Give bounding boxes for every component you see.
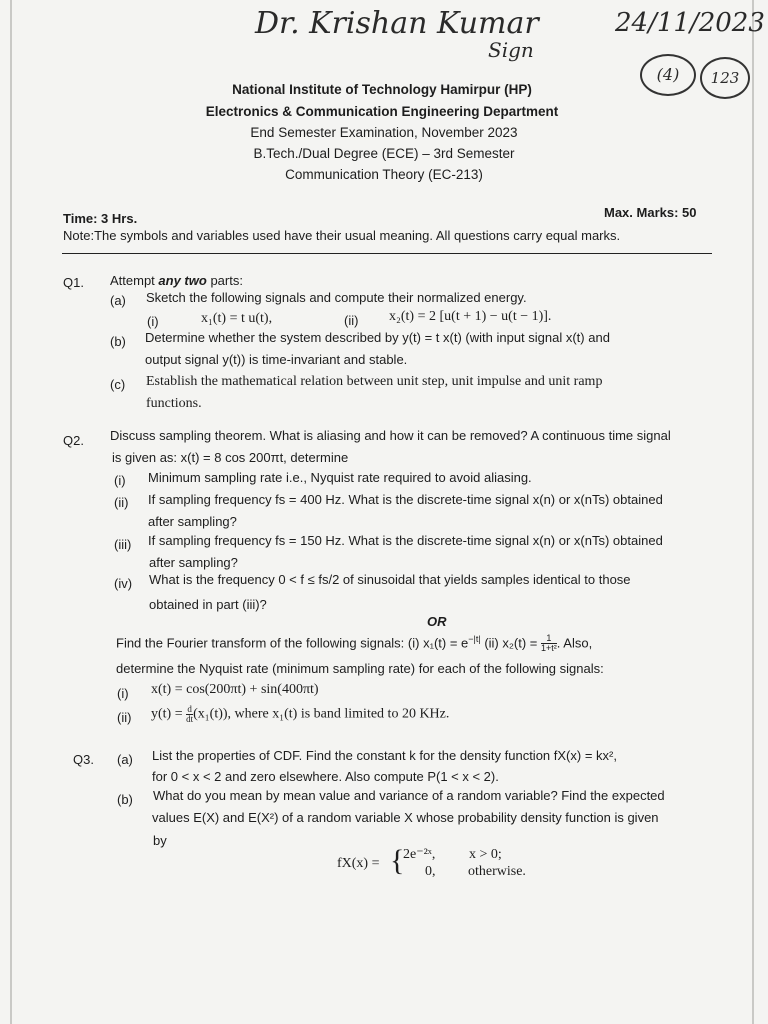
q1-number: Q1. — [63, 275, 84, 290]
exam-note: Note:The symbols and variables used have their usual meaning. All questions carry equal marks. — [63, 228, 621, 243]
q2-number: Q2. — [63, 433, 84, 448]
program-name: B.Tech./Dual Degree (ECE) – 3rd Semester — [253, 146, 515, 161]
q1a-ii-expr: x₂(t) = 2 [u(t + 1) − u(t − 1)]. — [389, 309, 552, 324]
q1b-line1: Determine whether the system described by y(t) = t x(t) (with input signal x(t) and — [145, 330, 610, 345]
q2-alt-ii-rhs: (x₁(t)), where x₁(t) is band limited to 20 KHz. — [193, 706, 450, 722]
q2-alt-ii-text: (ii) x₂(t) = — [480, 635, 542, 651]
pdf-lhs: fX(x) = — [337, 856, 380, 871]
q1a-i-expr: x₁(t) = t u(t), — [201, 311, 273, 326]
q2-alt-ii-lhs: y(t) = — [151, 706, 187, 722]
q1b-label: (b) — [110, 334, 126, 349]
q1a-text: Sketch the following signals and compute their normalized energy. — [146, 290, 527, 305]
q1-intro — [110, 273, 243, 288]
q2-line1: Discuss sampling theorem. What is aliasing and how it can be removed? A continuous time signal — [110, 428, 671, 443]
q1-intro-emphasis: any two — [158, 273, 207, 288]
q2-alt-ii-label: (ii) — [117, 710, 132, 725]
exam-name: End Semester Examination, November 2023 — [250, 125, 518, 140]
q2-or: OR — [427, 614, 447, 629]
q2-alt-frac-den: 1+t² — [541, 643, 557, 654]
q1-intro-text: Attempt — [110, 273, 159, 288]
q3b-line3: by — [153, 833, 167, 848]
q1a-ii-label: (ii) — [344, 313, 359, 328]
q1a-i-label: (i) — [147, 314, 159, 329]
q2-iii-label: (iii) — [114, 537, 132, 552]
q2-i-label: (i) — [114, 473, 126, 488]
pdf-brace: { — [390, 844, 405, 877]
q2-alt-ii-expr — [151, 705, 449, 724]
handwritten-signature: Sign — [488, 38, 534, 62]
q2-iii-line1: If sampling frequency fs = 150 Hz. What is the discrete-time signal x(n) or x(nTs) obtained — [148, 533, 663, 548]
q3a-line2: for 0 < x < 2 and zero elsewhere. Also compute P(1 < x < 2). — [152, 769, 499, 784]
institute-name: National Institute of Technology Hamirpur (HP) — [232, 82, 532, 97]
pdf-case2-value: 0, — [425, 864, 436, 879]
q2-line2: is given as: x(t) = 8 cos 200πt, determine — [112, 450, 349, 465]
handwritten-name: Dr. Krishan Kumar — [255, 6, 539, 41]
q2-alt-ii-frac-den: dt — [186, 714, 194, 724]
q2-alt-i-label: (i) — [117, 686, 129, 701]
q2-ii-line1: If sampling frequency fs = 400 Hz. What is the discrete-time signal x(n) or x(nTs) obtained — [148, 492, 663, 507]
q1-intro-tail: parts: — [206, 273, 243, 288]
q1c-line1: Establish the mathematical relation between unit step, unit impulse and unit ramp — [146, 374, 603, 389]
header-rule — [62, 253, 712, 254]
q1a-label: (a) — [110, 293, 126, 308]
q3b-line2: values E(X) and E(X²) of a random variable X whose probability density function is given — [152, 810, 659, 825]
q1b-line2: output signal y(t)) is time-invariant and stable. — [145, 352, 408, 367]
q2-iv-label: (iv) — [114, 576, 133, 591]
pdf-case1-value: 2e⁻²ˣ, — [403, 847, 436, 862]
pdf-case2-condition: otherwise. — [468, 864, 526, 879]
q3a-label: (a) — [117, 752, 133, 767]
q2-i-text: Minimum sampling rate i.e., Nyquist rate required to avoid aliasing. — [148, 470, 532, 485]
pdf-case1-condition: x > 0; — [469, 847, 502, 862]
q1c-label: (c) — [110, 377, 126, 392]
exam-time: Time: 3 Hrs. — [63, 211, 138, 226]
q2-iv-line2: obtained in part (iii)? — [149, 597, 267, 612]
circled-mark-2: 123 — [700, 57, 750, 99]
q3b-line1: What do you mean by mean value and variance of a random variable? Find the expected — [153, 788, 665, 803]
q3a-line1: List the properties of CDF. Find the constant k for the density function fX(x) = kx², — [152, 748, 617, 763]
q2-alt-line1 — [116, 634, 592, 653]
q2-alt-exponent: −|t| — [468, 634, 481, 644]
q2-alt-ii-frac-num: d — [187, 704, 192, 714]
course-name: Communication Theory (EC-213) — [285, 167, 483, 182]
q2-alt-i-expr: x(t) = cos(200πt) + sin(400πt) — [151, 682, 319, 697]
q2-alt-also: . Also, — [556, 635, 593, 651]
q2-alt-line2: determine the Nyquist rate (minimum sampling rate) for each of the following signals: — [116, 661, 604, 676]
handwritten-date: 24/11/2023 — [615, 8, 765, 38]
max-marks: Max. Marks: 50 — [604, 205, 697, 220]
department-name: Electronics & Communication Engineering Department — [205, 104, 559, 119]
q3b-label: (b) — [117, 792, 133, 807]
q2-alt-frac-num: 1 — [541, 634, 557, 644]
q2-alt-fraction — [541, 634, 557, 653]
q2-iii-line2: after sampling? — [149, 555, 238, 570]
q3-number: Q3. — [73, 752, 94, 767]
q2-iv-line1: What is the frequency 0 < f ≤ fs/2 of sinusoidal that yields samples identical to those — [149, 572, 631, 587]
q2-ii-label: (ii) — [114, 495, 129, 510]
q2-alt-fourier-text: Find the Fourier transform of the following signals: (i) x₁(t) = e — [116, 635, 469, 651]
q1c-line2: functions. — [146, 396, 202, 411]
q2-ii-line2: after sampling? — [148, 514, 237, 529]
circled-mark-1: (4) — [640, 54, 696, 96]
